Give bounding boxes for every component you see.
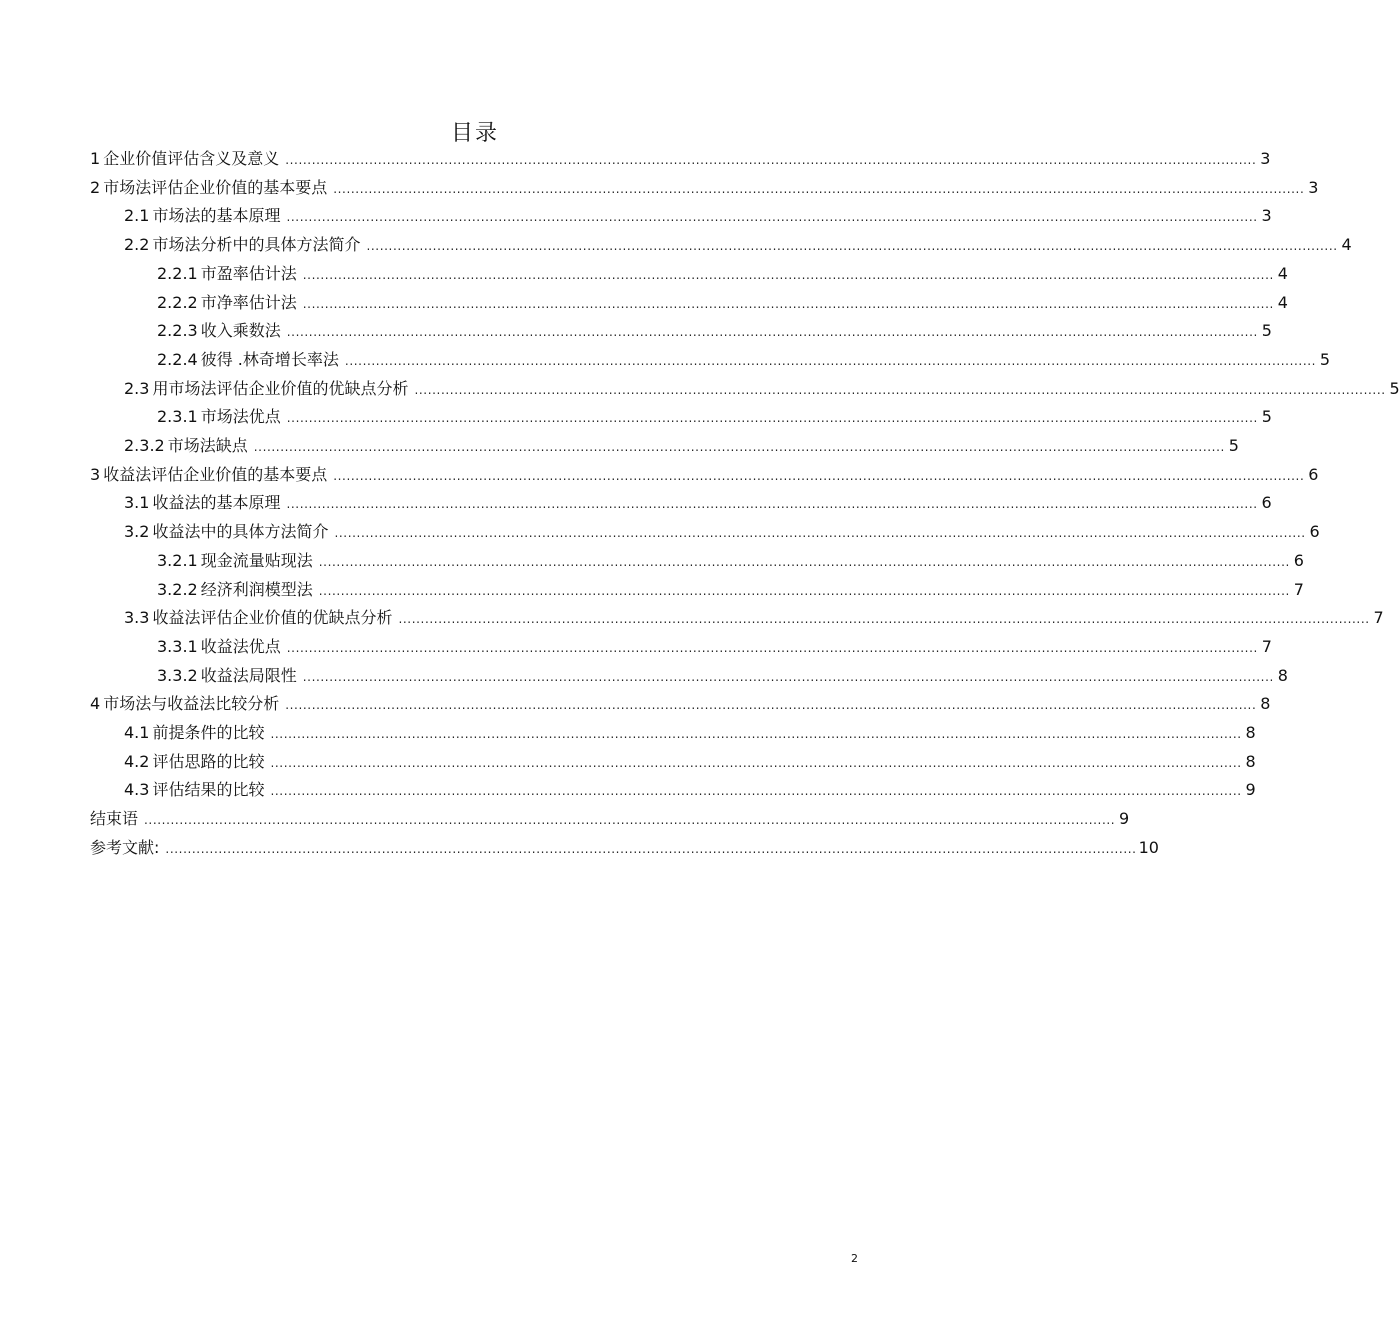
toc-entry[interactable] — [157, 579, 1304, 601]
toc-entry[interactable] — [90, 693, 1271, 715]
toc-entry-page: 7 — [1261, 636, 1272, 656]
page-number: 2 — [851, 1252, 858, 1265]
toc-entry-title: 市场法分析中的具体方法简介 — [152, 235, 361, 255]
toc-entry-page: 6 — [1308, 464, 1319, 484]
toc-entry[interactable] — [157, 320, 1272, 342]
toc-entry-title: 收益法局限性 — [200, 665, 297, 685]
toc-entry-number: 2 — [90, 177, 101, 197]
toc-entry-number: 3.2.1 — [157, 550, 198, 570]
toc-dot-leader: ............................................................................................................................................................................................................................ — [286, 325, 1258, 340]
toc-entry-title: 收益法优点 — [200, 636, 281, 656]
toc-entry-page: 5 — [1228, 436, 1239, 455]
toc-dot-leader: ............................................................................................................................................................................................................................ — [270, 727, 1242, 741]
toc-entry-title: 市场法优点 — [200, 407, 281, 427]
toc-entry-page: 8 — [1277, 665, 1288, 685]
toc-dot-leader: ............................................................................................................................................................................................................................ — [253, 440, 1225, 454]
toc-entry-number: 3.2 — [124, 522, 150, 542]
toc-entry-page: 4 — [1341, 235, 1352, 255]
toc-entry-number: 2.3.1 — [157, 407, 198, 427]
toc-entry[interactable] — [124, 722, 1256, 744]
toc-dot-leader: ............................................................................................................................................................................................................................ — [286, 640, 1258, 655]
toc-entry-number: 3.1 — [124, 493, 150, 513]
toc-dot-leader: ............................................................................................................................................................................................................................ — [414, 382, 1386, 397]
toc-entry-page: 5 — [1319, 349, 1331, 369]
toc-entry-title: 用市场法评估企业价值的优缺点分析 — [152, 378, 409, 398]
toc-entry-page: 8 — [1260, 694, 1271, 714]
toc-entry-title: 收益法评估企业价值的优缺点分析 — [152, 608, 393, 628]
toc-entry-number: 1 — [90, 149, 101, 168]
toc-dot-leader: ............................................................................................................................................................................................................................ — [318, 583, 1290, 598]
toc-entry-number: 2.3 — [124, 378, 150, 398]
toc-entry[interactable] — [124, 234, 1352, 256]
toc-entry[interactable] — [157, 263, 1288, 285]
toc-dot-leader: ............................................................................................................................................................................................................................ — [285, 153, 1257, 167]
toc-entry-title: 收入乘数法 — [200, 321, 281, 341]
toc-entry-title: 前提条件的比较 — [152, 723, 265, 742]
toc-entry-page: 6 — [1261, 493, 1272, 513]
toc-entry-number: 2.2.3 — [157, 321, 198, 341]
toc-entry-page: 5 — [1389, 378, 1400, 398]
toc-dot-leader: ............................................................................................................................................................................................................................ — [318, 554, 1290, 569]
toc-entry-number: 2.2.4 — [157, 349, 198, 369]
toc-entry-title: 参考文献: — [90, 837, 160, 857]
toc-entry-title: 企业价值评估含义及意义 — [103, 149, 280, 168]
toc-entry-title: 市场法缺点 — [167, 436, 248, 455]
toc-entry-page: 7 — [1373, 608, 1384, 628]
toc-title: 目录 — [450, 121, 499, 146]
toc-dot-leader: ............................................................................................................................................................................................................................ — [286, 210, 1258, 225]
toc-entry-title: 收益法的基本原理 — [152, 493, 281, 513]
toc-dot-leader: ............................................................................................................................................................................................................................ — [366, 239, 1338, 254]
toc-entry-page: 9 — [1245, 780, 1256, 800]
toc-dot-leader: ............................................................................................................................................................................................................................ — [333, 468, 1305, 483]
toc-entry-title: 彼得 .林奇增长率法 — [200, 349, 339, 369]
toc-entry[interactable] — [157, 292, 1288, 314]
toc-entry-page: 4 — [1277, 263, 1288, 283]
toc-entry[interactable] — [157, 550, 1304, 572]
toc-entry-page: 3 — [1260, 149, 1271, 168]
toc-dot-leader: ............................................................................................................................................................................................................................ — [270, 784, 1242, 799]
toc-entry-page: 9 — [1119, 809, 1130, 829]
toc-entry[interactable] — [90, 464, 1319, 486]
toc-dot-leader: ............................................................................................................................................................................................................................ — [286, 497, 1258, 512]
toc-entry[interactable] — [157, 636, 1272, 658]
toc-entry-page: 3 — [1308, 177, 1319, 197]
toc-entry-title: 现金流量贴现法 — [200, 550, 313, 570]
toc-entry[interactable] — [90, 808, 1130, 830]
toc-entry-title: 收益法中的具体方法简介 — [152, 522, 329, 542]
toc-entry-title: 市场法与收益法比较分析 — [103, 694, 280, 714]
toc-entry-number: 3.2.2 — [157, 579, 198, 599]
toc-dot-leader: ............................................................................................................................................................................................................................ — [286, 411, 1258, 426]
toc-entry-number: 2.2.1 — [157, 263, 198, 283]
toc-dot-leader: ............................................................................................................................................................................................................................ — [144, 813, 1116, 828]
toc-entry[interactable] — [124, 521, 1320, 543]
toc-entry-number: 4.3 — [124, 780, 150, 800]
toc-entry-page: 4 — [1277, 292, 1288, 312]
toc-dot-leader: ............................................................................................................................................................................................................................ — [270, 755, 1242, 770]
toc-entry[interactable] — [124, 492, 1272, 514]
toc-dot-leader: ............................................................................................................................................................................................................................ — [302, 267, 1274, 282]
toc-entry-number: 2.3.2 — [124, 436, 165, 455]
toc-entry[interactable] — [157, 349, 1331, 371]
toc-dot-leader: ............................................................................................................................................................................................................................ — [334, 526, 1306, 541]
toc-entry-title: 市场法评估企业价值的基本要点 — [103, 177, 328, 197]
toc-entry-page: 5 — [1261, 407, 1272, 427]
toc-entry-number: 3 — [90, 464, 101, 484]
toc-entry-number: 3.3.1 — [157, 636, 198, 656]
toc-entry-title: 评估思路的比较 — [152, 751, 265, 771]
toc-dot-leader: ............................................................................................................................................................................................................................ — [398, 612, 1370, 627]
toc-entry[interactable] — [124, 751, 1256, 773]
toc-entry-title: 市盈率估计法 — [200, 263, 297, 283]
toc-entry-number: 3.3 — [124, 608, 150, 628]
toc-entry-page: 7 — [1293, 579, 1304, 599]
toc-entry-page: 8 — [1245, 751, 1256, 771]
toc-entry[interactable] — [124, 378, 1400, 400]
toc-entry-number: 2.1 — [124, 206, 150, 226]
toc-entry-number: 2.2 — [124, 235, 150, 255]
toc-dot-leader: ............................................................................................................................................................................................................................ — [333, 181, 1305, 196]
toc-entry-title: 市场法的基本原理 — [152, 206, 281, 226]
toc-entry-number: 4 — [90, 694, 101, 714]
toc-entry-page: 6 — [1309, 522, 1320, 542]
toc-entry[interactable] — [90, 148, 1271, 170]
toc-entry-number: 4.2 — [124, 751, 150, 771]
toc-entry-page: 3 — [1261, 206, 1272, 226]
toc-entry-page: 8 — [1245, 723, 1256, 742]
toc-dot-leader: ............................................................................................................................................................................................................................ — [344, 353, 1317, 368]
toc-entry-title: 市净率估计法 — [200, 292, 297, 312]
toc-entry-title: 评估结果的比较 — [152, 780, 265, 800]
toc-entry[interactable] — [124, 435, 1239, 457]
toc-entry[interactable] — [157, 665, 1288, 687]
toc-entry[interactable] — [124, 205, 1272, 227]
toc-entry-number: 2.2.2 — [157, 292, 198, 312]
toc-dot-leader: ............................................................................................................................................................................................................................ — [302, 296, 1274, 311]
toc-entry-number: 4.1 — [124, 723, 150, 742]
toc-entry-title: 经济利润模型法 — [200, 579, 313, 599]
toc-entry[interactable] — [124, 779, 1256, 801]
toc-entry[interactable] — [90, 837, 1159, 859]
toc-entry-page: 6 — [1293, 550, 1304, 570]
toc-entry-page: 5 — [1261, 321, 1272, 341]
toc-entry[interactable] — [157, 406, 1272, 428]
toc-entry-title: 收益法评估企业价值的基本要点 — [103, 464, 328, 484]
toc-entry[interactable] — [90, 177, 1319, 199]
toc-entry-number: 3.3.2 — [157, 665, 198, 685]
toc-entry-title: 结束语 — [90, 809, 139, 829]
toc-dot-leader: ............................................................................................................................................................................................................................ — [285, 698, 1257, 713]
toc-dot-leader: ............................................................................................................................................................................................................................ — [302, 669, 1274, 684]
toc-entry[interactable] — [124, 607, 1384, 629]
toc-entry-page: 10 — [1138, 837, 1159, 857]
toc-dot-leader: ............................................................................................................................................................................................................................ — [165, 841, 1137, 856]
